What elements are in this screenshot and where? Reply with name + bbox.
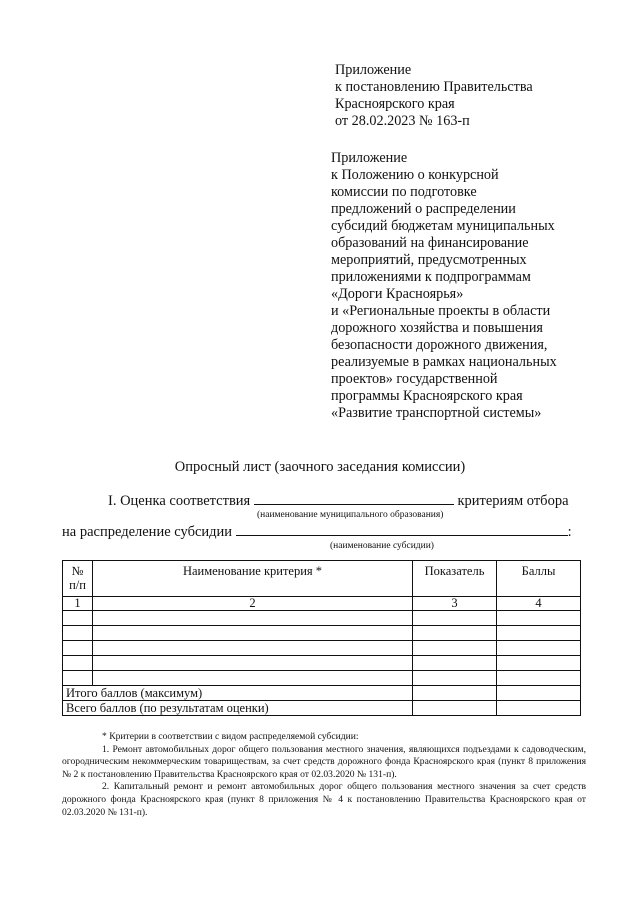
total-all-row [63, 701, 581, 716]
table-row [63, 597, 581, 611]
header-criterion: Наименование критерия * [93, 561, 413, 597]
footnote-intro: * Критерии в соответствии с видом распределяемой субсидии: [102, 731, 359, 742]
total-all-label: Всего баллов (по результатам оценки) [63, 701, 413, 716]
subsidy-caption: (наименование субсидии) [330, 541, 434, 551]
column-number: 1 [63, 597, 93, 611]
table-cell [413, 671, 497, 686]
assessment-suffix: критериям отбора [457, 493, 569, 509]
table-cell [413, 701, 497, 716]
table-cell [93, 641, 413, 656]
table-cell [413, 656, 497, 671]
header-score: Баллы [497, 561, 581, 597]
appendix-line: мероприятий, предусмотренных [331, 252, 527, 268]
table-cell [93, 671, 413, 686]
appendix-line: к постановлению Правительства [335, 79, 533, 95]
appendix-line: Красноярского края [335, 96, 455, 112]
table-cell [63, 671, 93, 686]
appendix-line: от 28.02.2023 № 163-п [335, 113, 470, 129]
regulation-appendix-header [331, 150, 557, 422]
table-cell [413, 641, 497, 656]
column-number: 4 [497, 597, 581, 611]
header-number: № п/п [63, 561, 93, 597]
subsidy-line [62, 523, 572, 541]
table-cell [497, 641, 581, 656]
municipality-blank [254, 492, 454, 505]
appendix-line: приложениями к подпрограммам [331, 269, 531, 285]
table-cell [497, 701, 581, 716]
footnote-item: 1. Ремонт автомобильных дорог общего пользования местного значения, являющихся подъездами к садоводческим, огородническим некоммерческим товариществам, за счет средств дорожного фонда Красноярского края (пункт 8 приложения № 2 к постановлению Правительства Красноярского края от 02.03.2020 № 131-п). [62, 743, 586, 780]
table-row [63, 611, 581, 626]
table-row [63, 641, 581, 656]
appendix-line: комиссии по подготовке [331, 184, 477, 200]
table-cell [93, 626, 413, 641]
table-cell [413, 611, 497, 626]
subsidy-colon: : [567, 524, 572, 540]
subsidy-prefix: на распределение субсидии [62, 524, 233, 540]
table-cell [497, 671, 581, 686]
table-cell [63, 656, 93, 671]
table-cell [413, 686, 497, 701]
appendix-line: Приложение [335, 62, 412, 78]
appendix-line: «Развитие транспортной системы» [331, 405, 542, 421]
table-cell [497, 611, 581, 626]
subsidy-blank [236, 523, 568, 536]
appendix-line: Приложение [331, 150, 408, 166]
table-cell [497, 686, 581, 701]
assessment-prefix: I. Оценка соответствия [108, 493, 251, 509]
municipality-caption: (наименование муниципального образования) [257, 510, 444, 520]
document-title: Опросный лист (заочного заседания комиссии) [174, 459, 466, 475]
table-row [63, 656, 581, 671]
total-max-label: Итого баллов (максимум) [63, 686, 413, 701]
table-cell [63, 626, 93, 641]
table-cell [63, 611, 93, 626]
total-max-row [63, 686, 581, 701]
assessment-line [108, 492, 569, 510]
appendix-line: и «Региональные проекты в области [331, 303, 551, 319]
header-indicator: Показатель [413, 561, 497, 597]
appendix-line: безопасности дорожного движения, [331, 337, 548, 353]
table-row [63, 626, 581, 641]
appendix-line: к Положению о конкурсной [331, 167, 499, 183]
table-cell [497, 626, 581, 641]
appendix-line: проектов» государственной [331, 371, 498, 387]
appendix-line: предложений о распределении [331, 201, 516, 217]
appendix-line: программы Красноярского края [331, 388, 523, 404]
appendix-line: дорожного хозяйства и повышения [331, 320, 543, 336]
appendix-line: «Дороги Красноярья» [331, 286, 464, 302]
table-row [63, 671, 581, 686]
column-number: 3 [413, 597, 497, 611]
table-cell [497, 656, 581, 671]
criteria-table [62, 560, 581, 716]
table-cell [93, 611, 413, 626]
column-number: 2 [93, 597, 413, 611]
appendix-line: реализуемые в рамках национальных [331, 354, 557, 370]
table-header-row [63, 561, 581, 597]
footnotes [62, 731, 586, 819]
appendix-header [335, 62, 533, 130]
appendix-line: субсидий бюджетам муниципальных [331, 218, 555, 234]
table-cell [93, 656, 413, 671]
table-cell [63, 641, 93, 656]
footnote-item: 2. Капитальный ремонт и ремонт автомобильных дорог общего пользования местного значения за счет средств дорожного фонда Красноярского края (пункт 8 приложения № 4 к постановлению Правительства Красноярского края от 02.03.2020 № 131-п). [62, 781, 586, 818]
table-cell [413, 626, 497, 641]
appendix-line: образований на финансирование [331, 235, 529, 251]
